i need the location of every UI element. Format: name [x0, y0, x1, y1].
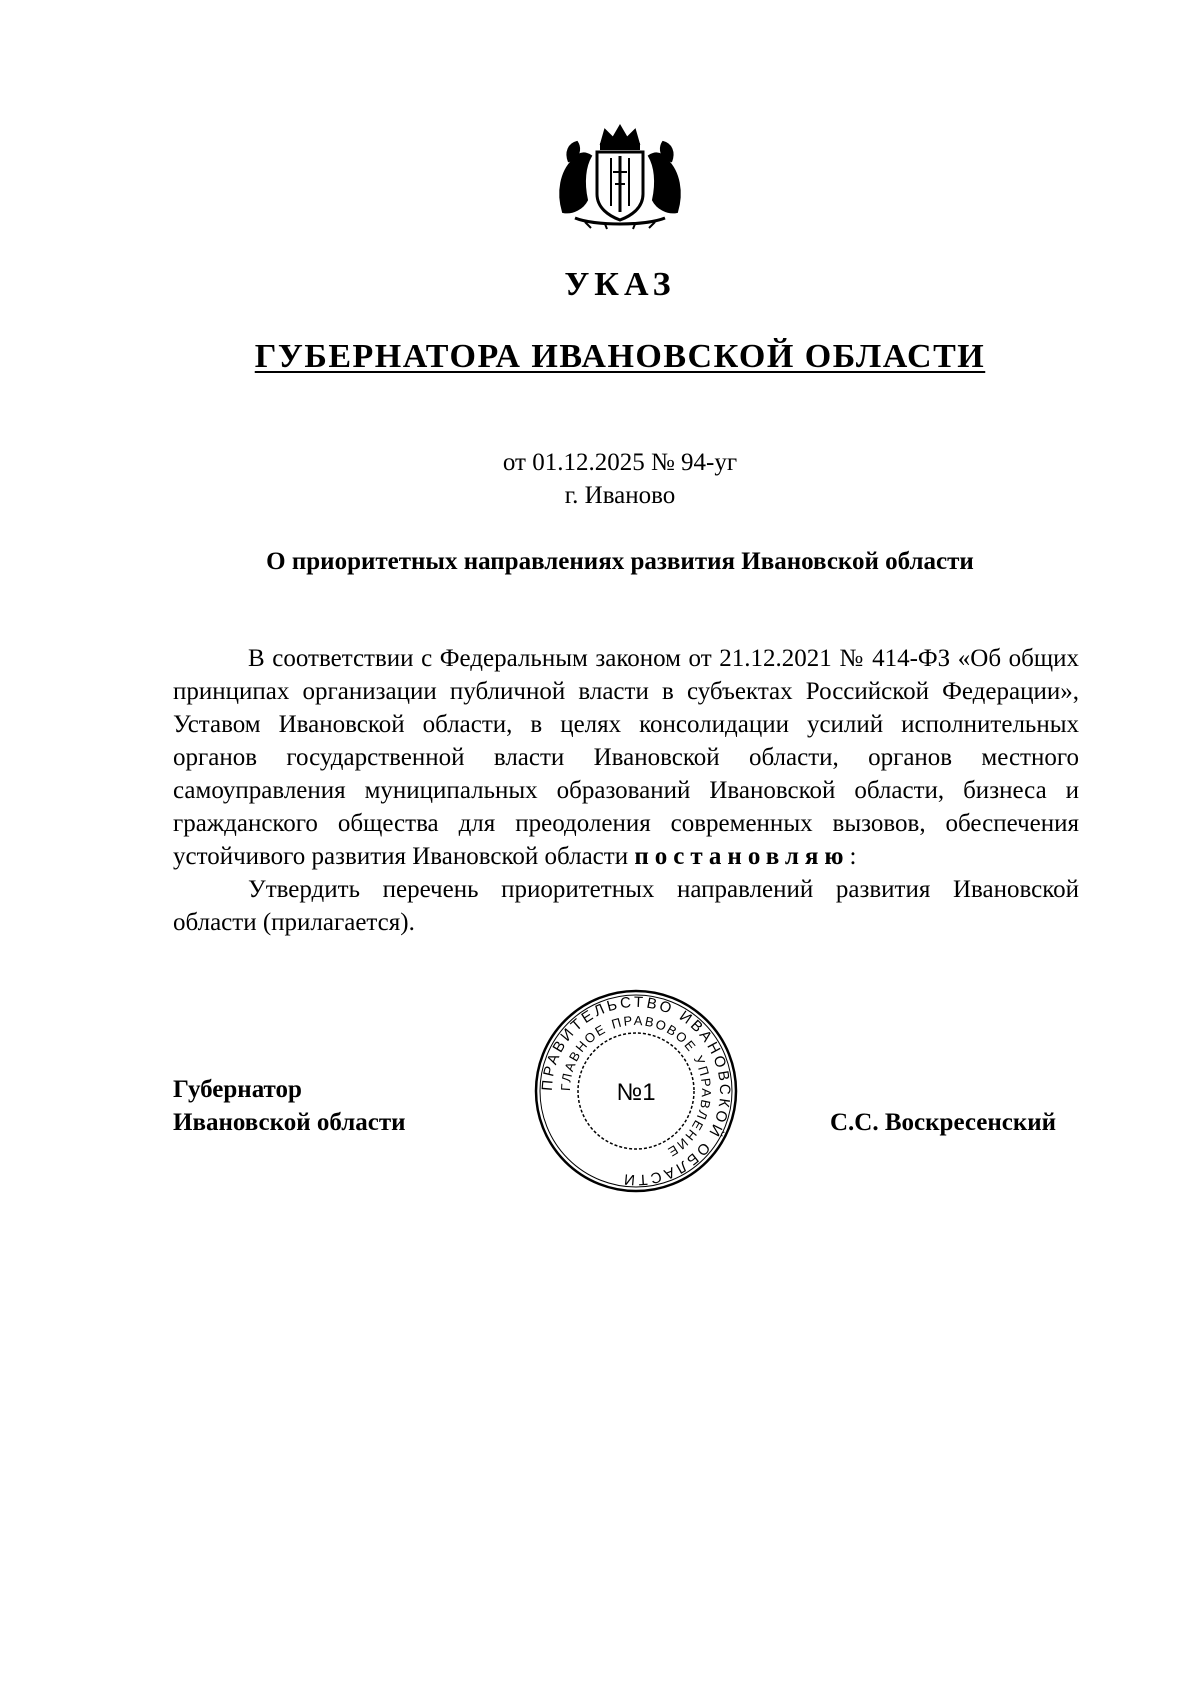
body-paragraph-1 [173, 642, 1079, 873]
keyword-suffix: : [849, 843, 857, 870]
signatory-name: С.С. Воскресенский [830, 1109, 1057, 1136]
paragraph-1-text: В соответствии с Федеральным законом от 21.12.2021 № 414-ФЗ «Об общих принципах организации публичной власти в субъектах Российской Федерации», Уставом Ивановской области, в целях консолидации усилий исполнительных органов государственной власти Ивановской области, органов местного самоуправления муниципальных образований Ивановской области, бизнеса и гражданского общества для преодоления современных вызовов, обеспечения устойчивого развития Ивановской области [173, 645, 1079, 870]
signatory-title-line-2: Ивановской области [173, 1109, 406, 1136]
document-date-number: от 01.12.2025 № 94-уг [502, 449, 738, 476]
round-seal-icon [533, 988, 739, 1194]
issuer-heading: ГУБЕРНАТОРА ИВАНОВСКОЙ ОБЛАСТИ [254, 338, 986, 375]
seal-number: №1 [616, 1079, 656, 1106]
document-type-heading: УКАЗ [564, 266, 676, 303]
signatory-title [173, 1073, 406, 1139]
ivanovo-coat-of-arms-icon [555, 122, 685, 230]
seal-inner-text: ГЛАВНОЕ ПРАВОВОЕ УПРАВЛЕНИЕ [557, 1012, 715, 1161]
document-body [173, 642, 1079, 939]
signatory-title-line-1: Губернатор [173, 1076, 302, 1103]
decree-keyword: постановляю [634, 843, 850, 870]
document-subject: О приоритетных направлениях развития Ивановской области [266, 548, 974, 575]
seal-ring-text: ПРАВИТЕЛЬСТВО ИВАНОВСКОЙ ОБЛАСТИ [538, 993, 734, 1189]
document-place: г. Иваново [564, 482, 676, 509]
body-paragraph-2: Утвердить перечень приоритетных направлений развития Ивановской области (прилагается). [173, 876, 1079, 936]
